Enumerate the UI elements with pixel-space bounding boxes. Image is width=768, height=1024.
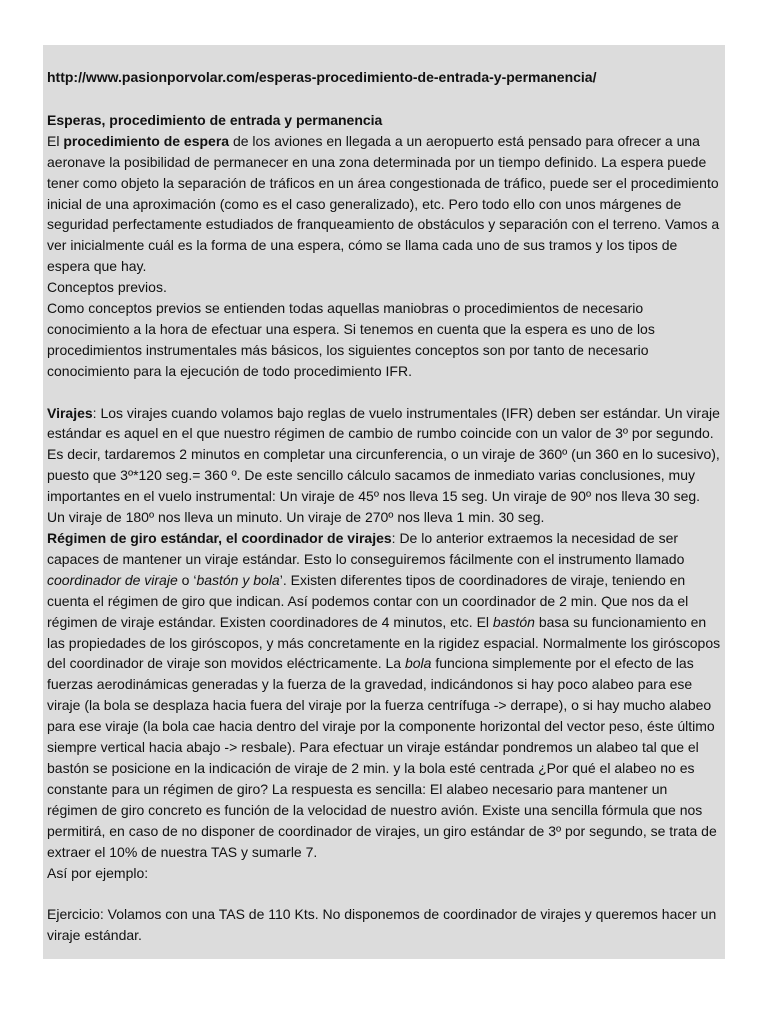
spacer [47, 88, 721, 110]
spacer [47, 382, 721, 403]
article-title: Esperas, procedimiento de entrada y permanencia [47, 111, 383, 128]
exercise-paragraph: Ejercicio: Volamos con una TAS de 110 Kts. No disponemos de coordinador de virajes y queremos hacer un viraje estándar. [47, 906, 717, 944]
concepts-heading: Conceptos previos. [47, 279, 167, 296]
virajes-paragraph: Virajes: Los virajes cuando volamos bajo reglas de vuelo instrumentales (IFR) deben ser estándar. Un viraje estándar es aquel en el que nuestro régimen de cambio de rumbo coincide con un valor de 3º por segundo. Es decir, tardaremos 2 minutos en completar una circunferencia, o un viraje de 360º (un 360 en lo sucesivo), puesto que 3º*120 seg.= 360 º. De este sencillo cálculo sacamos de inmediato varias conclusiones, muy importantes en el vuelo instrumental: Un viraje de 45º nos lleva 15 seg. Un viraje de 90º nos lleva 30 seg. Un viraje de 180º nos lleva un minuto. Un viraje de 270º nos lleva 1 min. 30 seg. [47, 404, 720, 526]
regimen-term: Régimen de giro estándar, el coordinador de virajes [47, 530, 392, 547]
source-url: http://www.pasionporvolar.com/esperas-procedimiento-de-entrada-y-permanencia/ [47, 69, 597, 85]
intro-paragraph: El procedimiento de espera de los aviones en llegada a un aeropuerto está pensado para ofrecer a una aeronave la posibilidad de permanecer en una zona determinada por un tiempo definido. La espera puede tener como objeto la separación de tráficos en un área congestionada de tráfico, puede ser el procedimiento inicial de una aproximación (como es el caso generalizado), etc. Pero todo ello con unos márgenes de seguridad perfectamente estudiados de franqueamiento de obstáculos y separación con el terreno. Vamos a ver inicialmente cuál es la forma de una espera, cómo se llama cada uno de sus tramos y los tipos de espera que hay. [47, 132, 720, 275]
example-heading: Así por ejemplo: [47, 864, 149, 881]
spacer [47, 883, 721, 904]
concepts-paragraph: Como conceptos previos se entienden todas aquellas maniobras o procedimientos de necesario conocimiento a la hora de efectuar una espera. Si tenemos en cuenta que la espera es uno de los procedimientos instrumentales más básicos, los siguientes conceptos son por tanto de necesario conocimiento para la ejecución de todo procedimiento IFR. [47, 300, 655, 379]
intro-bold-term: procedimiento de espera [63, 132, 230, 149]
virajes-term: Virajes [47, 404, 93, 421]
regimen-paragraph: Régimen de giro estándar, el coordinador de virajes: De lo anterior extraemos la necesidad de ser capaces de mantener un viraje estándar. Esto lo conseguiremos fácilmente con el instrumento llamado coordinador de viraje o ‘bastón y bola’. Existen diferentes tipos de coordinadores de viraje, teniendo en cuenta el régimen de giro que indican. Así podemos contar con un coordinador de 2 min. Que nos da el régimen de viraje estándar. Existen coordinadores de 4 minutos, etc. El bastón basa su funcionamiento en las propiedades de los giróscopos, y más concretamente en la rigidez espacial. Normalmente los giróscopos del coordinador de viraje son movidos eléctricamente. La bola funciona simplemente por el efecto de las fuerzas aerodinámicas generadas y la fuerza de la gravedad, indicándonos si hay poco alabeo para ese viraje (la bola se desplaza hacia fuera del viraje por la fuerza centrífuga -> derrape), o si hay mucho alabeo para ese viraje (la bola cae hacia dentro del viraje por la componente horizontal del vector peso, éste último siempre vertical hacia abajo -> resbale). Para efectuar un viraje estándar pondremos un alabeo tal que el bastón se posicione en la indicación de viraje de 2 min. y la bola esté centrada ¿Por qué el alabeo no es constante para un régimen de giro? La respuesta es sencilla: El alabeo necesario para mantener un régimen de giro concreto es función de la velocidad de nuestro avión. Existe una sencilla fórmula que nos permitirá, en caso de no disponer de coordinador de virajes, un giro estándar de 3º por segundo, se trata de extraer el 10% de nuestra TAS y sumarle 7. [47, 530, 721, 860]
document-page [43, 45, 725, 959]
